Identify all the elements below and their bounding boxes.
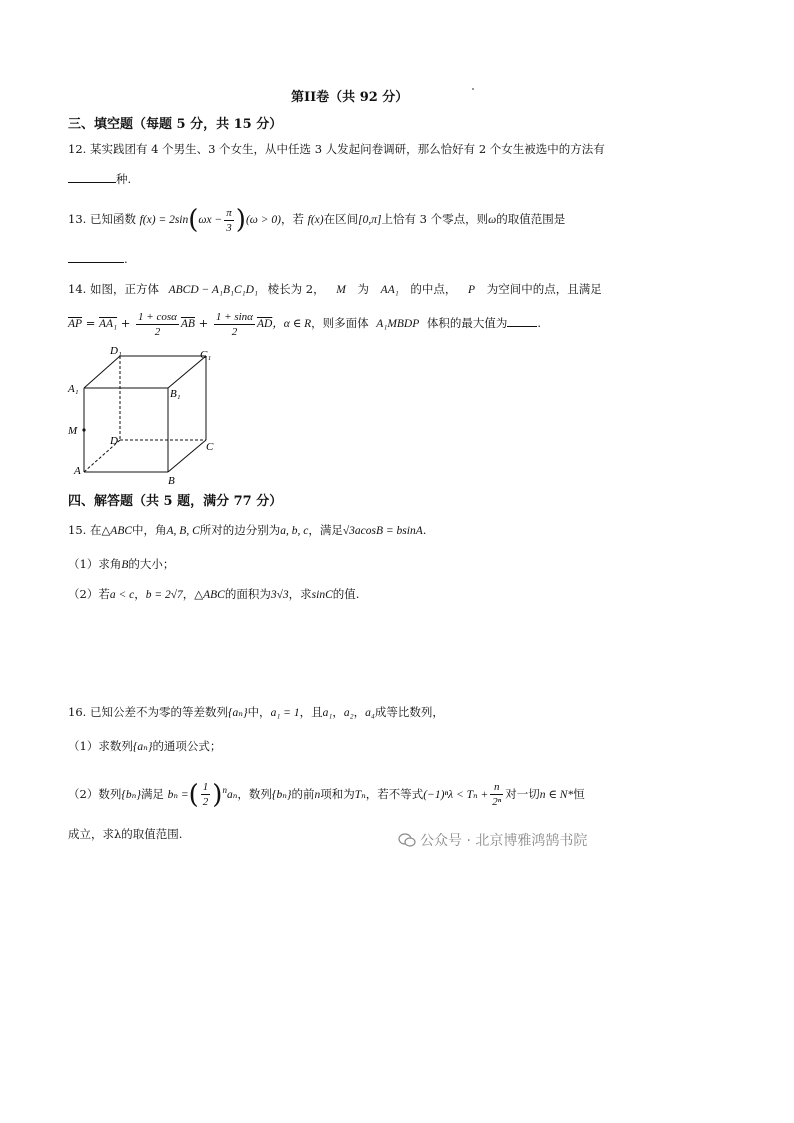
point-m (82, 428, 85, 431)
answer-blank[interactable] (68, 170, 116, 183)
answer-blank[interactable] (507, 314, 537, 327)
question-16-line3: 成立，求λ的取值范围. (68, 827, 183, 841)
watermark-text: 公众号 · 北京博雅鸿鹄书院 (420, 833, 588, 849)
question-16-part2: （2）数列{bₙ}满足 bₙ =( $\frac{1}{2}$ )$^n$aₙ，数列{bₙ}的前n项和为Tₙ，若不等式(−1)ⁿλ < Tₙ + $\frac{n}{\text{2ⁿ}}$ 对一切n ∈ N*恒 (68, 779, 585, 810)
label-a: A (74, 465, 81, 477)
cube-figure (64, 342, 224, 484)
label-d1: D₁ (110, 345, 122, 357)
question-14-line2: $\overline{AP} = AA_1$ + $\frac{1 + \cos\alpha}{2}$ $\overline{AB}$ + $\frac{1 + \sin\alpha}{2}$ $\overline{AD}$，α ∈ R，则多面体 A₁MBDP 体积的最大值为 . (68, 310, 542, 338)
label-b: B (168, 475, 175, 484)
label-a1: A₁ (68, 383, 79, 395)
watermark (398, 830, 587, 850)
question-12-line2: 种. (68, 170, 131, 187)
question-12-text: 12. 某实践团有 4 个男生、3 个女生，从中任选 3 人发起问卷调研，那么恰好有 2 个女生被选中的方法有 (68, 142, 605, 156)
question-14-line1: 14. 如图，正方体 ABCD − A₁B₁C₁D₁ 棱长为 2， M 为 AA₁ 的中点， P 为空间中的点，且满足 (68, 282, 602, 296)
question-16-part1: （1）求数列{aₙ}的通项公式； (68, 739, 222, 753)
question-13-text: 13. 已知函数 f(x) = 2sin(ωx − $\frac{\pi}{3}$ )(ω > 0)，若 f(x)在区间[0,π]上恰有 3 个零点，则ω的取值范围是 (68, 205, 566, 235)
question-13-line2: . (68, 250, 128, 266)
wechat-icon (398, 833, 416, 847)
edge-bc (168, 440, 206, 472)
label-c1: C₁ (200, 349, 212, 361)
label-m: M (68, 425, 78, 437)
answer-blank[interactable] (68, 250, 124, 263)
scan-dot (472, 88, 474, 90)
question-15-text: 15. 在△ABC中，角A, B, C所对的边分别为a, b, c，满足√3acosB = bsinA. (68, 523, 427, 537)
question-15-part2: （2）若a < c，b = 2√7，△ABC的面积为3√3，求sinC的值. (68, 587, 360, 601)
question-15-part1: （1）求角B的大小； (68, 557, 175, 571)
label-d: D (110, 435, 118, 447)
label-b1: B₁ (170, 388, 181, 400)
label-c: C (206, 441, 214, 453)
section-heading-solutions: 四、解答题（共 5 题，满分 77 分） (68, 494, 283, 509)
section-heading-fill-in: 三、填空题（每题 5 分，共 15 分） (68, 117, 283, 132)
page-title: 第II卷（共 92 分） (291, 90, 409, 105)
function-expression: f(x) = 2sin (139, 214, 189, 226)
question-16-text: 16. 已知公差不为零的等差数列{aₙ}中，a₁ = 1，且a₁，a₂，a₄成等比数列， (68, 705, 444, 719)
edge-a1d1 (84, 356, 120, 388)
